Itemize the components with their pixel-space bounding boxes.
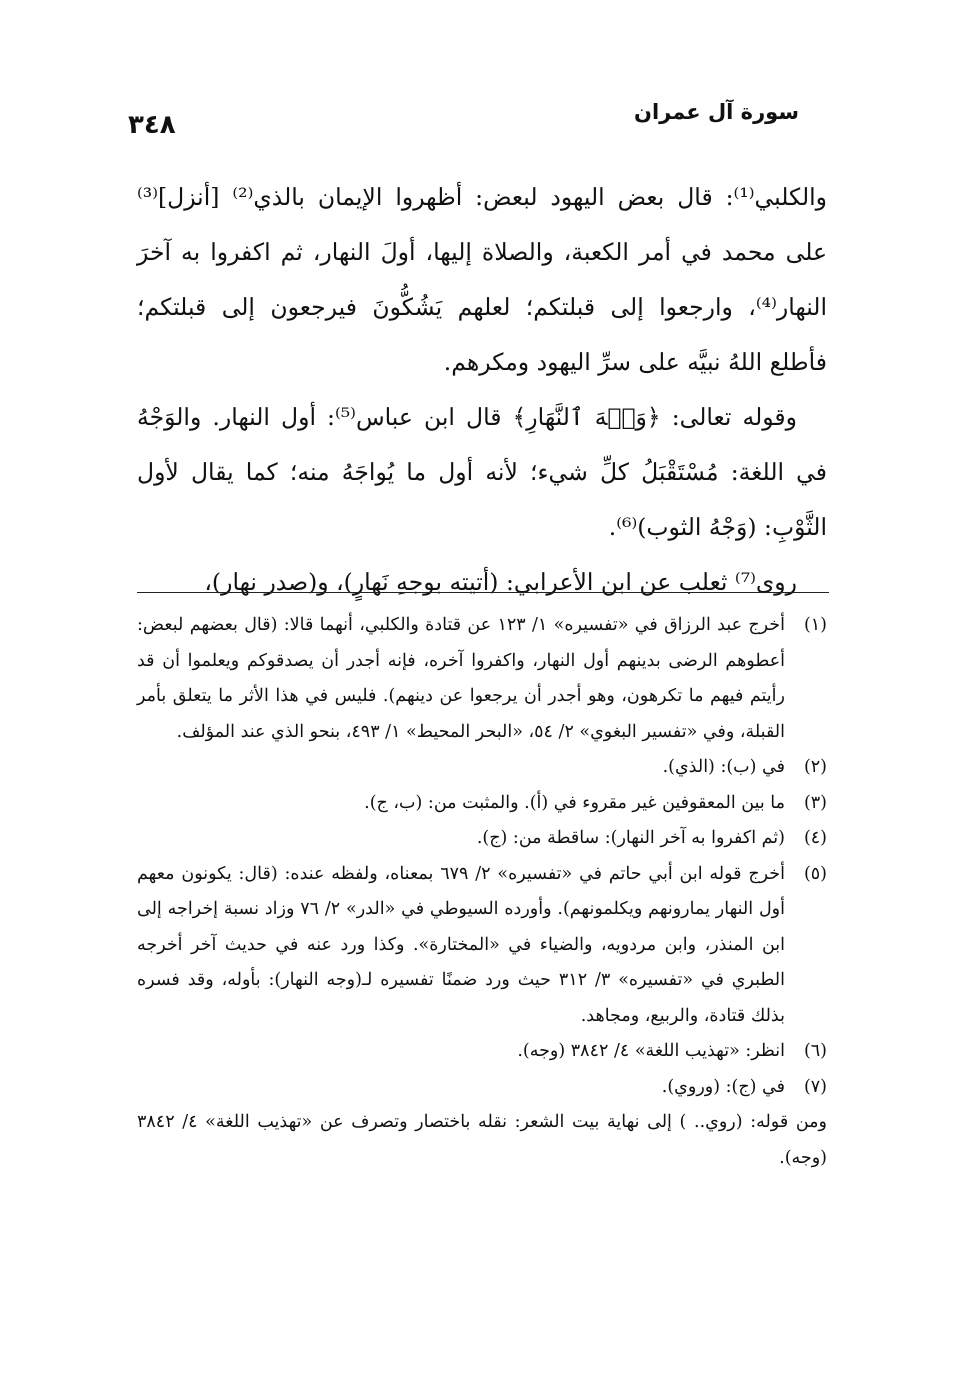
footnote-text: في (ب): (الذي). xyxy=(662,757,785,777)
footnote-3 xyxy=(137,786,827,822)
footnote-6 xyxy=(137,1034,827,1070)
footnote-text: انظر: «تهذيب اللغة» ٤/ ٣٨٤٢ (وجه). xyxy=(517,1041,785,1061)
footnote-extra: ومن قوله: (روي.. ) إلى نهاية بيت الشعر: نقله باختصار وتصرف عن «تهذيب اللغة» ٤/ ٣٨٤٢ (وجه). xyxy=(137,1112,827,1168)
footnote-text: (ثم اكفروا به آخر النهار): ساقطة من: (ج). xyxy=(476,828,785,848)
footnote-text: أخرج عبد الرزاق في «تفسيره» ١/ ١٢٣ عن قتادة والكلبي، أنهما قالا: (قال بعضهم لبعض: أعطوهم الرضى بدينهم أول النهار، واكفروا آخره، فإنه أجدر أن يصدقوكم ويعلموا أن قد رأيتم فيهم ما تكرهون، وهو أجدر أن يرجعوا عن دينهم). فليس في هذا الأثر ما يتعلق بأمر القبلة، وفي «تفسير البغوي» ٢/ ٥٤، «البحر المحيط» ١/ ٤٩٣، بنحو الذي عند المؤلف. xyxy=(137,615,785,742)
footnote-number: (٧) xyxy=(803,1076,827,1097)
footnote-7 xyxy=(137,1070,827,1106)
footnote-4 xyxy=(137,821,827,857)
main-text xyxy=(137,170,827,610)
page-number: ٣٤٨ xyxy=(128,110,176,140)
paragraph-3: روى⁽⁷⁾ ثعلب عن ابن الأعرابي: (أتيته بوجهِ نَهارٍ)، و(صدر نهار)، xyxy=(204,568,797,596)
footnotes xyxy=(137,608,827,1176)
footnote-text: في (ج): (وروي). xyxy=(661,1076,785,1097)
footnote-1 xyxy=(137,608,827,750)
paragraph-1: والكلبي⁽¹⁾: قال بعض اليهود لبعض: أظهروا الإيمان بالذي⁽²⁾ [أنزل]⁽³⁾ على محمد في أمر الكعبة، والصلاة إليها، أولَ النهار، ثم اكفروا به آخرَ النهار⁽⁴⁾، وارجعوا إلى قبلتكم؛ لعلهم يَشُكُّونَ فيرجعون إلى قبلتكم؛ فأطلع اللهُ نبيَّه على سرِّ اليهود ومكرهم. xyxy=(137,183,828,376)
footnote-5 xyxy=(137,857,827,1035)
footnote-divider xyxy=(137,592,829,593)
footnote-number: (٣) xyxy=(803,792,827,813)
footnote-number: (٤) xyxy=(803,828,827,848)
footnote-number: (٥) xyxy=(803,863,827,884)
footnote-number: (٢) xyxy=(803,757,827,777)
footnote-number: (١) xyxy=(803,615,827,635)
page-header xyxy=(128,92,799,142)
footnote-text: أخرج قوله ابن أبي حاتم في «تفسيره» ٢/ ٦٧٩ بمعناه، ولفظه عنده: (قال: يكونون معهم أول النهار يمارونهم ويكلمونهم). وأورده السيوطي في «الدر» ٢/ ٧٦ وزاد نسبة إخراجه إلى ابن المنذر، وابن مردويه، والضياء في «المختارة». وكذا ورد عنه في حديث آخر أخرجه الطبري في «تفسيره» ٣/ ٣١٢ حيث ورد ضمنًا تفسيره لـ(وجه النهار): بأوله، وقد فسره بذلك قتادة، والربيع، ومجاهد. xyxy=(137,863,785,1026)
surah-title: سورة آل عمران xyxy=(634,100,799,124)
footnote-text: ما بين المعقوفين غير مقروء في (أ). والمثبت من: (ب، ج). xyxy=(364,792,785,813)
footnote-2 xyxy=(137,750,827,786)
footnote-number: (٦) xyxy=(803,1041,827,1061)
paragraph-2: وقوله تعالى: ﴿وَجۡهَ ٱلنَّهَارِ﴾ قال ابن عباس⁽⁵⁾: أول النهار. والوَجْهُ في اللغة: مُسْتَقْبَلُ كلِّ شيء؛ لأنه أول ما يُواجَهُ منه؛ كما يقال لأول الثَّوْبِ: (وَجْهُ الثوب)⁽⁶⁾. xyxy=(137,403,827,541)
